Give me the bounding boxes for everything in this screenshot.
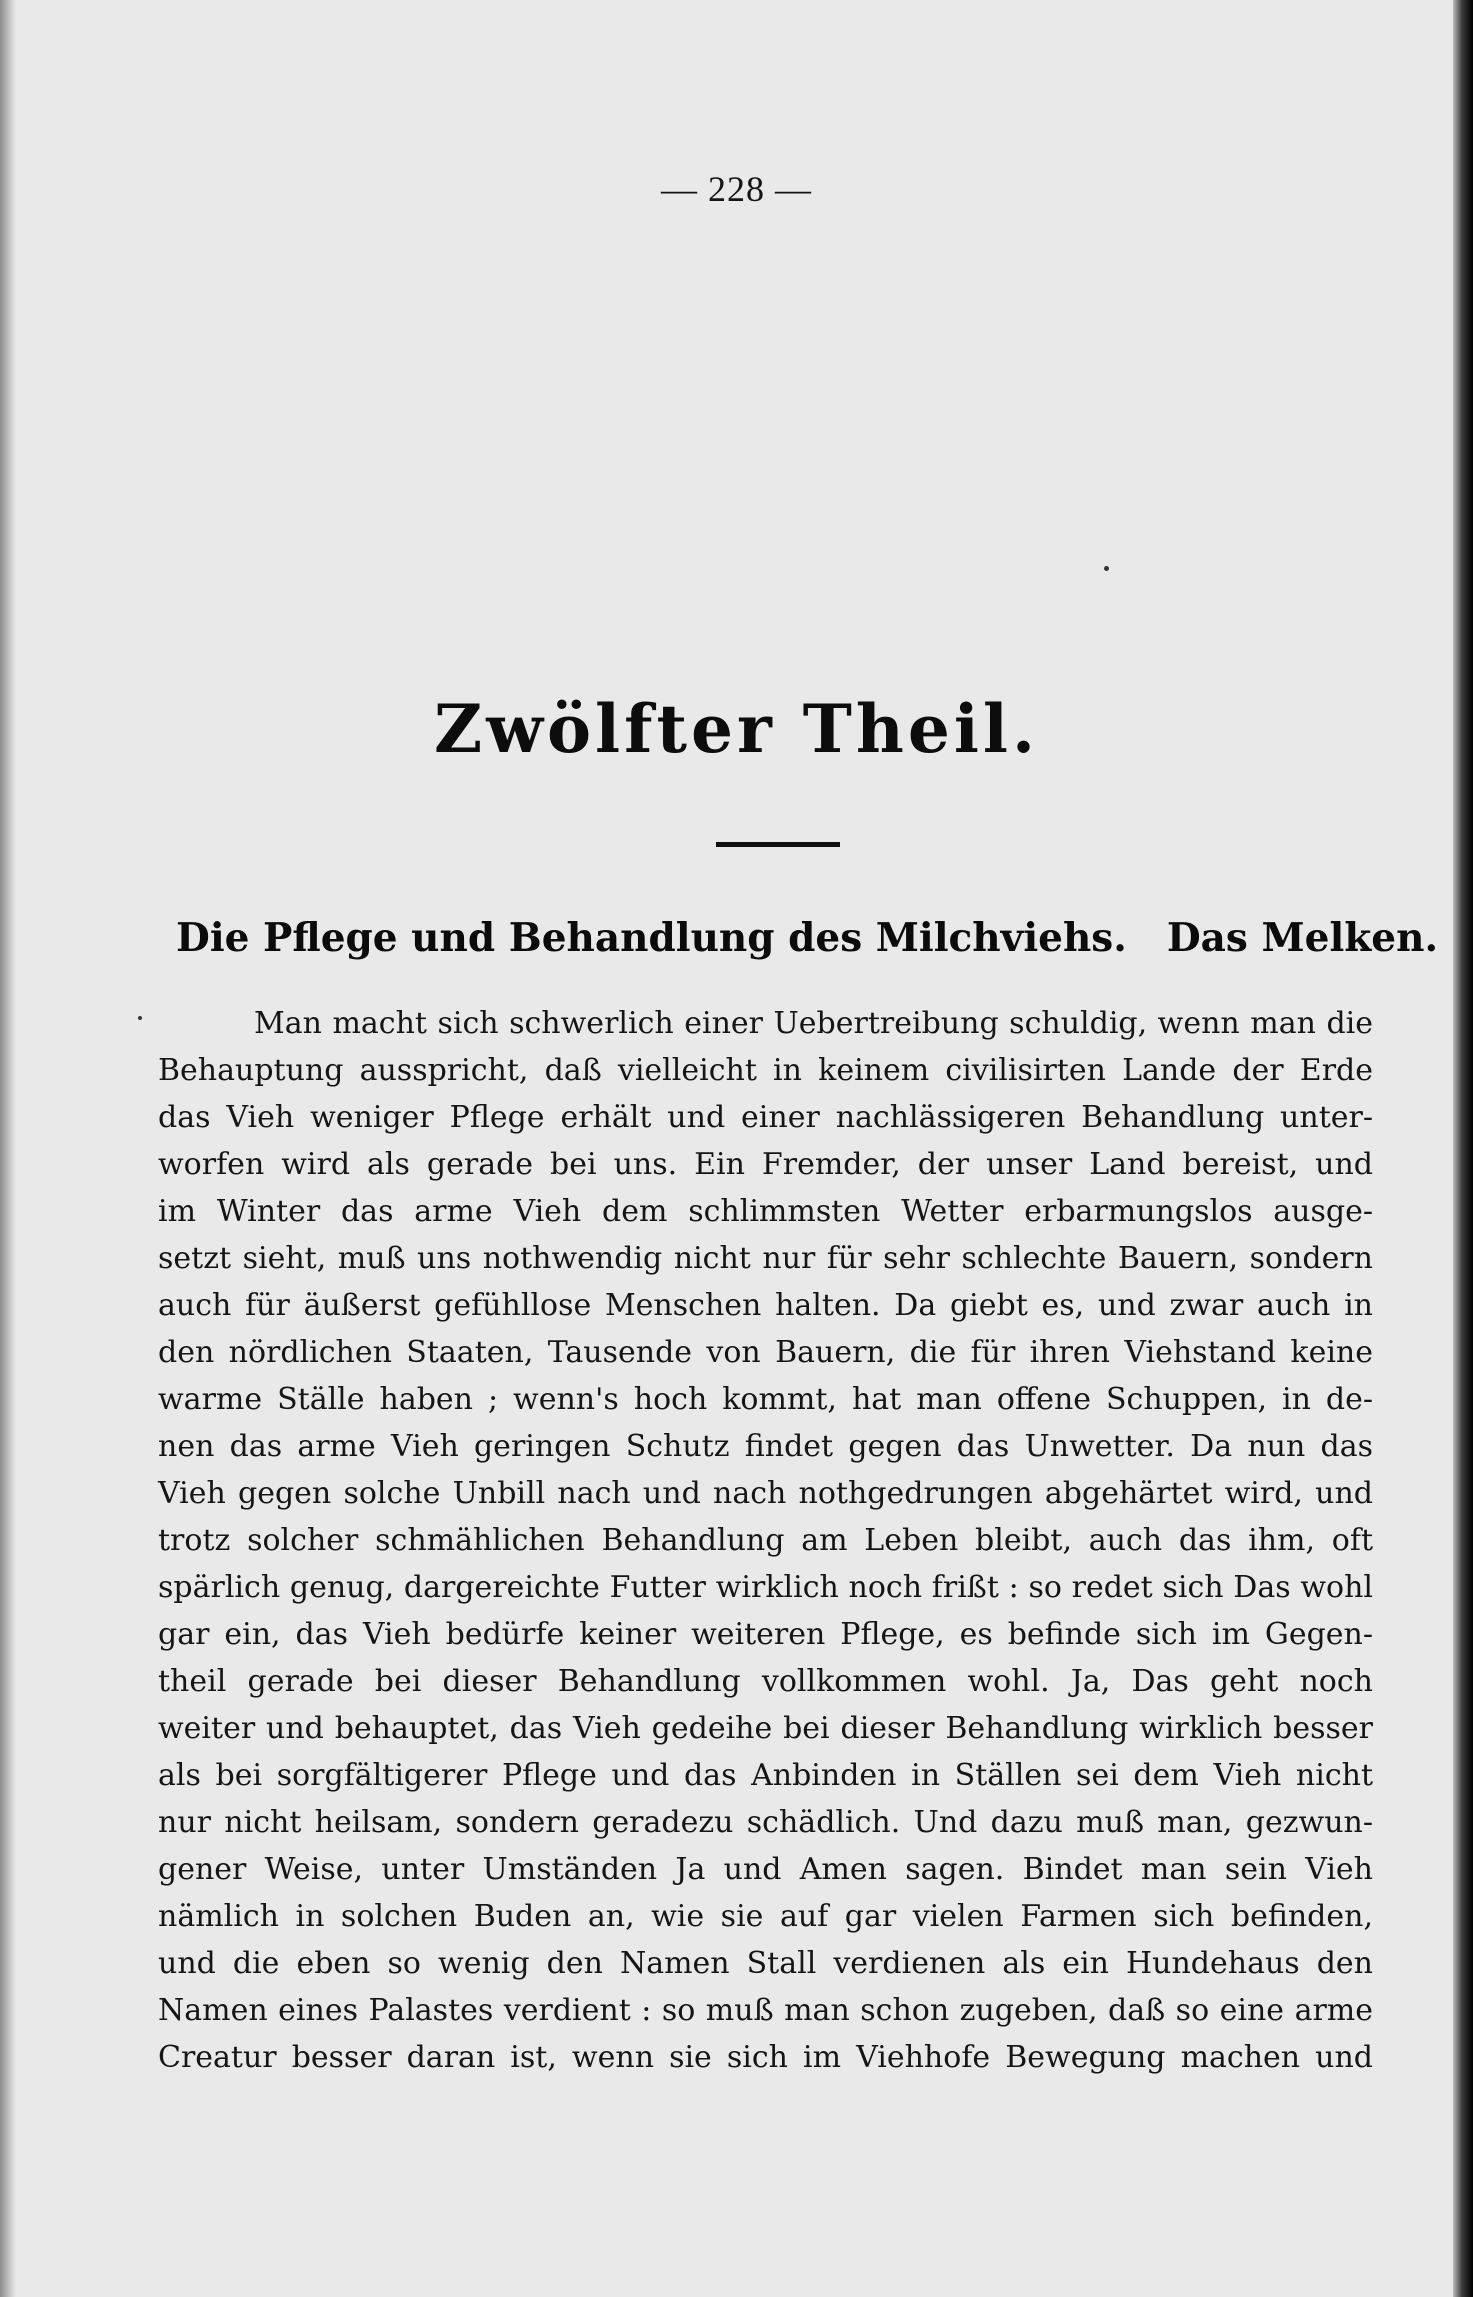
text-line: im Winter das arme Vieh dem schlimmsten Wetter erbarmungslos ausge- [158,1194,1373,1229]
text-line: warme Ställe haben ; wenn's hoch kommt, hat man offene Schuppen, in de- [158,1382,1373,1417]
text-line: auch für äußerst gefühllose Menschen halten. Da giebt es, und zwar auch in [158,1288,1373,1323]
text-line: gar ein, das Vieh bedürfe keiner weiteren Pflege, es befinde sich im Gegen- [158,1617,1373,1652]
text-line: Creatur besser daran ist, wenn sie sich im Viehhofe Bewegung machen und [158,2040,1373,2075]
text-line: trotz solcher schmählichen Behandlung am Leben bleibt, auch das ihm, oft [158,1523,1373,1558]
page-left-edge [0,0,16,2297]
text-line: gener Weise, unter Umständen Ja und Amen sagen. Bindet man sein Vieh [158,1852,1373,1887]
text-line: spärlich genug, dargereichte Futter wirklich noch frißt : so redet sich Das wohl [158,1570,1373,1605]
print-speck [1104,566,1109,571]
page-right-edge [1453,0,1473,2297]
text-line: das Vieh weniger Pflege erhält und einer nachlässigeren Behandlung unter- [158,1100,1373,1135]
title-divider [716,842,840,847]
text-line: Vieh gegen solche Unbill nach und nach nothgedrungen abgehärtet wird, und [158,1476,1373,1511]
text-line: Man macht sich schwerlich einer Uebertreibung schuldig, wenn man die [254,1006,1373,1041]
chapter-heading-sub: Das Melken. [1166,915,1439,961]
text-line: weiter und behauptet, das Vieh gedeihe bei dieser Behandlung wirklich besser [158,1711,1373,1746]
text-line: nämlich in solchen Buden an, wie sie auf gar vielen Farmen sich befinden, [158,1899,1373,1934]
body-text [158,1000,1373,2081]
text-line: als bei sorgfältigerer Pflege und das Anbinden in Ställen sei dem Vieh nicht [158,1758,1373,1793]
text-line: worfen wird als gerade bei uns. Ein Fremder, der unser Land bereist, und [158,1147,1373,1182]
text-line: den nördlichen Staaten, Tausende von Bauern, die für ihren Viehstand keine [158,1335,1373,1370]
text-line: nur nicht heilsam, sondern geradezu schädlich. Und dazu muß man, gezwun- [158,1805,1373,1840]
print-speck [138,1016,142,1020]
text-line: theil gerade bei dieser Behandlung vollkommen wohl. Ja, Das geht noch [158,1664,1373,1699]
text-line: Namen eines Palastes verdient : so muß man schon zugeben, daß so eine arme [158,1993,1373,2028]
page-number: — 228 — [661,169,812,209]
chapter-heading-main: Die Pflege und Behandlung des Milchviehs. [176,915,1127,961]
chapter-heading [176,915,1439,961]
text-line: nen das arme Vieh geringen Schutz findet gegen das Unwetter. Da nun das [158,1429,1373,1464]
part-title: Zwölfter Theil. [434,690,1039,768]
text-line: und die eben so wenig den Namen Stall verdienen als ein Hundehaus den [158,1946,1373,1981]
text-line: setzt sieht, muß uns nothwendig nicht nur für sehr schlechte Bauern, sondern [158,1241,1373,1276]
text-line: Behauptung ausspricht, daß vielleicht in keinem civilisirten Lande der Erde [158,1053,1373,1088]
